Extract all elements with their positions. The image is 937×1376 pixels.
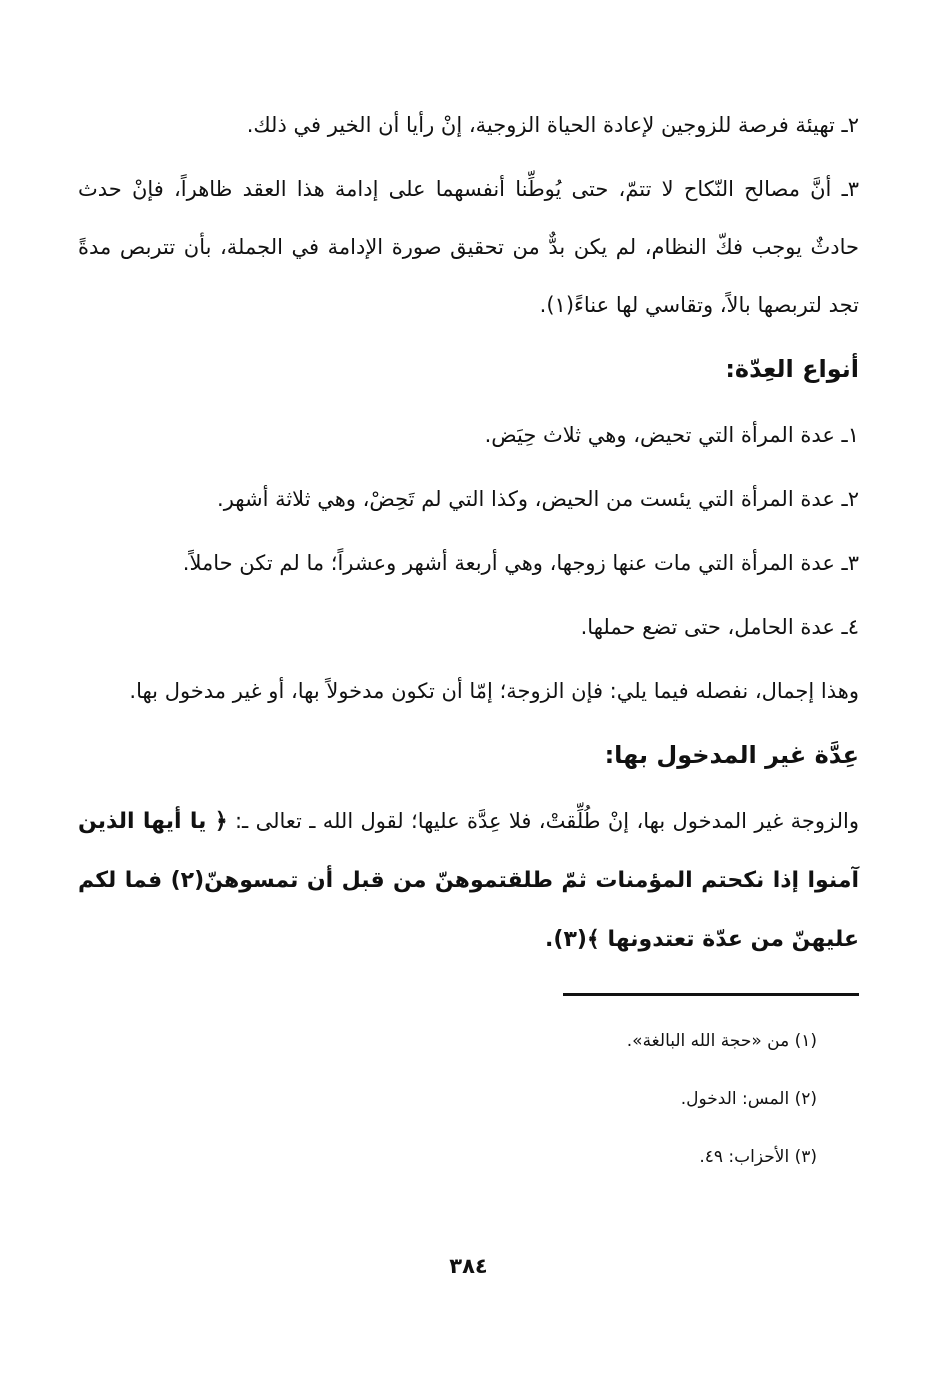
ruling-paragraph (78, 792, 859, 969)
footnote-1: (١) من «حجة الله البالغة». (626, 1031, 817, 1051)
footnote-3: (٣) الأحزاب: ٤٩. (699, 1147, 817, 1167)
heading-iddah-unconsummated: عِدَّة غير المدخول بها: (604, 741, 859, 769)
heading-types-of-iddah: أنواع العِدّة: (725, 355, 859, 383)
type-item-3: ٣ـ عدة المرأة التي مات عنها زوجها، وهي أربعة أشهر وعشراً؛ ما لم تكن حاملاً. (182, 551, 859, 575)
type-item-4: ٤ـ عدة الحامل، حتى تضع حملها. (580, 615, 859, 639)
summary-paragraph: وهذا إجمال، نفصله فيما يلي: فإن الزوجة؛ إمّا أن تكون مدخولاً بها، أو غير مدخول بها. (129, 679, 859, 703)
type-item-1: ١ـ عدة المرأة التي تحيض، وهي ثلاث حِيَض. (484, 423, 859, 447)
document-page (78, 96, 859, 1376)
type-item-2: ٢ـ عدة المرأة التي يئست من الحيض، وكذا التي لم تَحِضْ، وهي ثلاثة أشهر. (217, 487, 859, 511)
ruling-text: والزوجة غير المدخول بها، إنْ طُلِّقتْ، فلا عِدَّة عليها؛ لقول الله ـ تعالى ـ: (234, 809, 859, 833)
paragraph-point-3: ٣ـ أنَّ مصالح النّكاح لا تتمّ، حتى يُوطِّنا أنفسهما على إدامة هذا العقد ظاهراً، فإنْ حدث حادثٌ يوجب فكّ النظام، لم يكن بدٌّ من تحقيق صورة الإدامة في الجملة، بأن تتربص مدةً تجد لتربصها بالاً، وتقاسي لها عناءً(١). (78, 177, 859, 317)
paragraph-point-2: ٢ـ تهيئة فرصة للزوجين لإعادة الحياة الزوجية، إنْ رأيا أن الخير في ذلك. (246, 113, 859, 137)
footnote-divider (563, 993, 859, 996)
quran-verse: ﴿ يا أيها الذين آمنوا إذا نكحتم المؤمنات ثمّ طلقتموهنّ من قبل أن تمسوهنّ(٢) فما لكم عليهنّ من عدّة تعتدونها ﴾(٣). (78, 809, 859, 952)
page-number: ٣٨٤ (449, 1254, 488, 1278)
footnote-2: (٢) المس: الدخول. (680, 1089, 817, 1109)
